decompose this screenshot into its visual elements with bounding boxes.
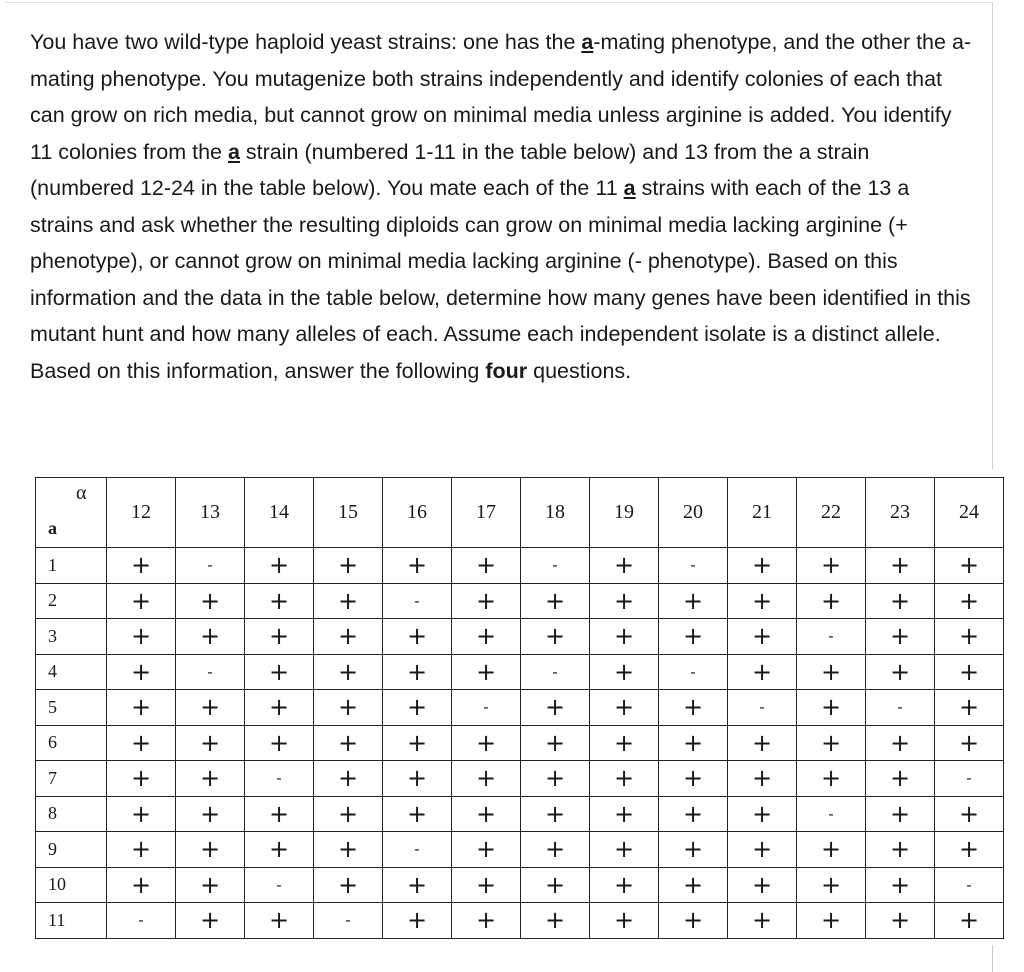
table-cell: +: [314, 725, 383, 761]
table-cell: -: [521, 548, 590, 584]
table-cell: +: [590, 903, 659, 939]
table-cell: +: [728, 725, 797, 761]
question-text-part: questions.: [527, 358, 632, 383]
table-cell: -: [383, 832, 452, 868]
table-cell: +: [659, 796, 728, 832]
table-cell: +: [452, 867, 521, 903]
table-row: [36, 903, 1004, 939]
table-cell: +: [107, 548, 176, 584]
table-cell: +: [314, 832, 383, 868]
table-cell: +: [107, 761, 176, 797]
table-cell: +: [590, 583, 659, 619]
table-cell: -: [797, 619, 866, 655]
table-cell: +: [245, 725, 314, 761]
table-cell: +: [659, 690, 728, 726]
table-cell: +: [452, 583, 521, 619]
table-cell: +: [383, 725, 452, 761]
table-cell: +: [107, 725, 176, 761]
column-header: 19: [590, 478, 659, 548]
row-header: 1: [36, 548, 107, 584]
table-cell: +: [176, 725, 245, 761]
table-cell: +: [176, 761, 245, 797]
question-text-part: strain (numbered 1-11 in the table below) and 13 from the a strain (numbered 12-24 in the table below). You mate each of the 11: [30, 139, 870, 200]
table-cell: +: [245, 654, 314, 690]
row-header: 6: [36, 725, 107, 761]
table-row: [36, 583, 1004, 619]
question-text-part: -mating phenotype, and the other the a-mating phenotype. You mutagenize both strains independently and identify colonies of each that can grow on rich media, but cannot grow on minimal media unless arginine is added. You identify 11 colonies from the: [30, 30, 972, 164]
row-header: 7: [36, 761, 107, 797]
table-cell: +: [107, 583, 176, 619]
column-header: 13: [176, 478, 245, 548]
table-cell: +: [935, 619, 1004, 655]
table-cell: +: [383, 548, 452, 584]
table-cell: +: [797, 832, 866, 868]
divider: [992, 945, 993, 972]
table-cell: +: [176, 796, 245, 832]
table-cell: +: [866, 903, 935, 939]
table-cell: +: [452, 761, 521, 797]
table-cell: +: [176, 690, 245, 726]
table-cell: +: [797, 761, 866, 797]
question-text-part: strains with each of the 13 a strains and ask whether the resulting diploids can grow on minimal media lacking arginine (+ phenotype), or cannot grow on minimal media lacking arginine (- phenotype). Based on this information and the data in the table below, determine how many genes have been identified in this mutant hunt and how many alleles of each. Assume each independent isolate is a distinct allele. Based on this information, answer the following: [30, 176, 971, 383]
table-cell: -: [659, 548, 728, 584]
bold-a-strain: a: [227, 139, 240, 164]
table-cell: -: [935, 761, 1004, 797]
table-cell: +: [659, 867, 728, 903]
table-cell: +: [590, 832, 659, 868]
table-cell: +: [521, 832, 590, 868]
table-cell: +: [521, 583, 590, 619]
column-header: 23: [866, 478, 935, 548]
table-cell: +: [314, 619, 383, 655]
table-cell: +: [590, 654, 659, 690]
row-header: 5: [36, 690, 107, 726]
table-cell: +: [107, 796, 176, 832]
table-cell: +: [728, 761, 797, 797]
table-cell: +: [176, 867, 245, 903]
a-label: a: [48, 518, 57, 538]
table-cell: +: [728, 619, 797, 655]
table-row: [36, 796, 1004, 832]
table-cell: +: [314, 690, 383, 726]
table-row: [36, 761, 1004, 797]
row-header: 11: [36, 903, 107, 939]
table-cell: +: [659, 583, 728, 619]
table-cell: -: [935, 867, 1004, 903]
column-header: 18: [521, 478, 590, 548]
table-cell: +: [866, 583, 935, 619]
table-cell: +: [935, 832, 1004, 868]
table-cell: +: [176, 583, 245, 619]
table-cell: +: [314, 583, 383, 619]
column-header: 20: [659, 478, 728, 548]
table-cell: -: [452, 690, 521, 726]
table-cell: -: [521, 654, 590, 690]
table-cell: +: [452, 725, 521, 761]
table-cell: -: [245, 761, 314, 797]
table-cell: +: [590, 796, 659, 832]
table-cell: -: [176, 548, 245, 584]
column-header: 12: [107, 478, 176, 548]
table-cell: +: [176, 619, 245, 655]
question-text: [30, 24, 975, 389]
table-cell: +: [866, 654, 935, 690]
table-cell: +: [797, 725, 866, 761]
table-cell: +: [452, 619, 521, 655]
table-cell: +: [383, 619, 452, 655]
bold-a-strain: a: [581, 30, 594, 54]
table-cell: +: [521, 867, 590, 903]
table-row: [36, 725, 1004, 761]
table-cell: +: [521, 761, 590, 797]
corner-cell: [36, 478, 107, 548]
table-cell: +: [935, 654, 1004, 690]
table-cell: +: [728, 796, 797, 832]
table-cell: +: [728, 548, 797, 584]
table-cell: +: [107, 867, 176, 903]
table-cell: +: [590, 761, 659, 797]
table-cell: -: [797, 796, 866, 832]
table-cell: +: [866, 761, 935, 797]
table-cell: +: [866, 548, 935, 584]
table-row: [36, 867, 1004, 903]
table-cell: +: [728, 583, 797, 619]
table-cell: +: [245, 548, 314, 584]
table-cell: +: [728, 832, 797, 868]
table-cell: +: [245, 619, 314, 655]
table-cell: +: [728, 654, 797, 690]
table-cell: +: [383, 654, 452, 690]
column-header: 22: [797, 478, 866, 548]
complementation-table: [35, 477, 1004, 939]
table-cell: +: [935, 796, 1004, 832]
table-cell: +: [797, 548, 866, 584]
column-header: 15: [314, 478, 383, 548]
table-cell: +: [383, 690, 452, 726]
table-cell: +: [245, 832, 314, 868]
table-cell: -: [176, 654, 245, 690]
table-row: [36, 832, 1004, 868]
table-cell: +: [866, 796, 935, 832]
row-header: 10: [36, 867, 107, 903]
table-cell: +: [245, 583, 314, 619]
table-cell: +: [521, 796, 590, 832]
row-header: 8: [36, 796, 107, 832]
table-cell: +: [590, 548, 659, 584]
table-cell: +: [935, 725, 1004, 761]
table-cell: +: [935, 903, 1004, 939]
table-cell: +: [659, 832, 728, 868]
table-row: [36, 548, 1004, 584]
table-cell: +: [176, 832, 245, 868]
table-cell: +: [452, 796, 521, 832]
column-header: 21: [728, 478, 797, 548]
table-cell: +: [590, 619, 659, 655]
table-cell: +: [797, 867, 866, 903]
table-cell: +: [383, 903, 452, 939]
table-cell: +: [659, 761, 728, 797]
table-cell: -: [245, 867, 314, 903]
table-cell: +: [314, 654, 383, 690]
question-text-part: You have two wild-type haploid yeast strains: one has the: [30, 30, 582, 54]
table-cell: +: [797, 690, 866, 726]
table-cell: +: [245, 690, 314, 726]
table-cell: +: [452, 903, 521, 939]
table-cell: +: [797, 583, 866, 619]
table-cell: +: [866, 619, 935, 655]
table-cell: +: [521, 725, 590, 761]
column-header: 14: [245, 478, 314, 548]
column-header: 17: [452, 478, 521, 548]
alpha-label: α: [76, 482, 87, 504]
table-cell: +: [866, 832, 935, 868]
bold-four: four: [485, 358, 528, 383]
table-row: [36, 619, 1004, 655]
table-cell: +: [314, 548, 383, 584]
table-cell: +: [590, 725, 659, 761]
table-cell: +: [935, 583, 1004, 619]
table-cell: +: [728, 867, 797, 903]
table-cell: +: [935, 690, 1004, 726]
table-cell: +: [107, 832, 176, 868]
table-cell: +: [245, 796, 314, 832]
table-cell: +: [107, 690, 176, 726]
table-cell: +: [728, 903, 797, 939]
table-cell: +: [521, 903, 590, 939]
table-cell: +: [521, 690, 590, 726]
table-cell: -: [107, 903, 176, 939]
table-cell: +: [452, 654, 521, 690]
bold-a-strain: a: [623, 176, 636, 200]
table-cell: +: [452, 548, 521, 584]
table-cell: +: [866, 867, 935, 903]
table-cell: +: [521, 619, 590, 655]
table-row: [36, 690, 1004, 726]
table-cell: +: [659, 725, 728, 761]
table-cell: -: [866, 690, 935, 726]
table-cell: +: [383, 796, 452, 832]
row-header: 2: [36, 583, 107, 619]
row-header: 3: [36, 619, 107, 655]
table-cell: +: [659, 903, 728, 939]
table-cell: +: [314, 867, 383, 903]
column-header: 16: [383, 478, 452, 548]
table-cell: -: [659, 654, 728, 690]
table-cell: +: [935, 548, 1004, 584]
table-cell: +: [245, 903, 314, 939]
header-row: [36, 478, 1004, 548]
table-cell: +: [383, 867, 452, 903]
row-header: 9: [36, 832, 107, 868]
table-row: [36, 654, 1004, 690]
table-cell: +: [866, 725, 935, 761]
table-cell: -: [383, 583, 452, 619]
table-cell: +: [659, 619, 728, 655]
table-cell: -: [728, 690, 797, 726]
table-cell: +: [107, 619, 176, 655]
table-cell: +: [314, 796, 383, 832]
table-cell: +: [176, 903, 245, 939]
table-cell: +: [797, 903, 866, 939]
table-cell: +: [797, 654, 866, 690]
table-cell: +: [314, 761, 383, 797]
table-cell: +: [590, 867, 659, 903]
table-cell: -: [314, 903, 383, 939]
column-header: 24: [935, 478, 1004, 548]
table-cell: +: [452, 832, 521, 868]
table-cell: +: [383, 761, 452, 797]
row-header: 4: [36, 654, 107, 690]
table-cell: +: [107, 654, 176, 690]
table-cell: +: [590, 690, 659, 726]
